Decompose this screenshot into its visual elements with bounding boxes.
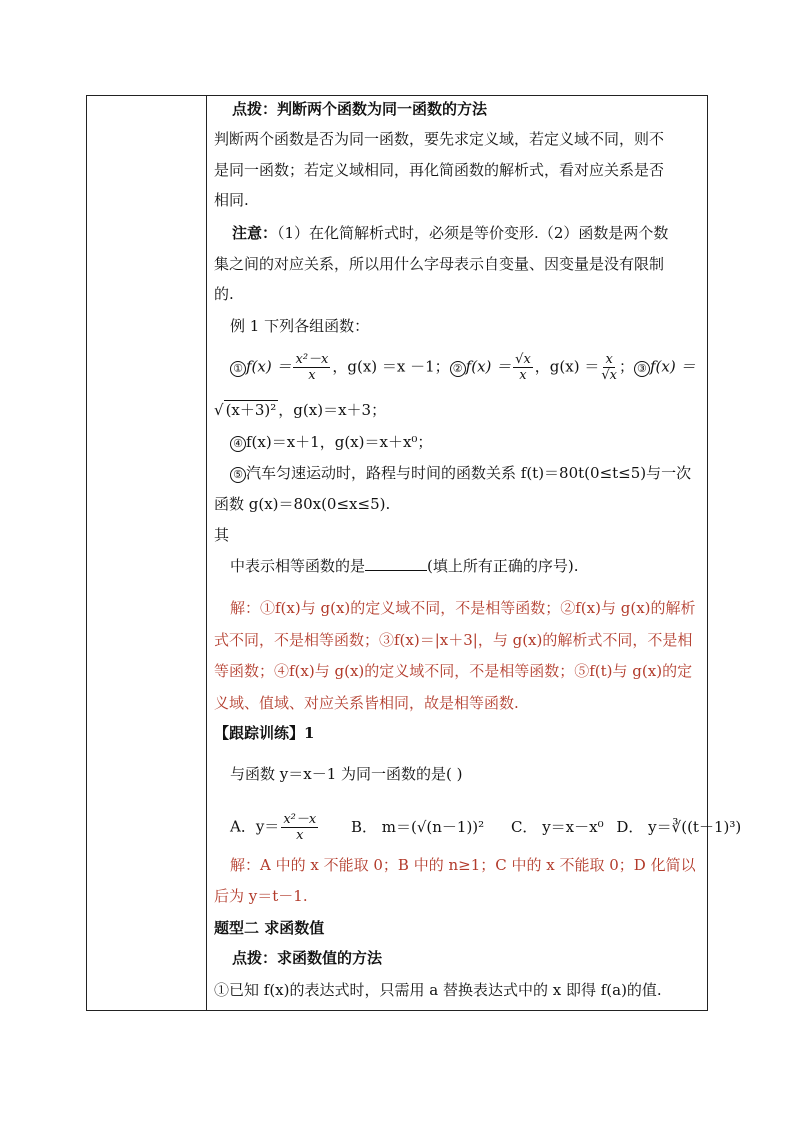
question [230, 556, 579, 576]
option-c: C． y＝x－x⁰ [510, 817, 604, 836]
line5a: 汽车匀速运动时，路程与时间的函数关系 f(t)＝80t(0≤t≤5)与一次 [246, 464, 692, 482]
circle-5: ⑤ [230, 467, 246, 483]
practice-solution-line2: 后为 y＝t－1. [214, 887, 308, 905]
note-text: （1）在化简解析式时，必须是等价变形.（2）函数是两个数 [277, 224, 669, 242]
frac-den: x [519, 368, 527, 383]
circle-2: ② [450, 361, 466, 377]
circle-3: ③ [634, 361, 650, 377]
para1-line1: 判断两个函数是否为同一函数，要先求定义域，若定义域不同，则不 [214, 130, 665, 148]
practice-solution-line1: 解：A 中的 x 不能取 0；B 中的 n≥1；C 中的 x 不能取 0；D 化简以 [230, 856, 696, 874]
frac-den: √x [601, 368, 617, 383]
last-line: ①已知 f(x)的表达式时，只需用 a 替换表达式中的 x 即得 f(a)的值. [214, 981, 662, 999]
example-item-4 [230, 432, 432, 452]
solution-line4: 义域、值域、对应关系皆相同，故是相等函数. [214, 694, 519, 712]
circle-1: ① [230, 361, 246, 377]
para1-line2: 是同一函数；若定义域相同，再化简函数的解析式，看对应关系是否 [214, 161, 665, 179]
para1-line3: 相同. [214, 191, 249, 209]
solution-line2: 式不同，不是相等函数；③f(x)＝|x＋3|，与 g(x)的解析式不同，不是相 [214, 631, 693, 649]
g2: ，g(x) ＝ [534, 357, 600, 376]
frac-num: √x [515, 352, 531, 367]
frac-den: x [308, 368, 316, 383]
f3: f(x) ＝ [649, 357, 696, 376]
note-line3: 的. [214, 285, 234, 303]
fraction-3 [601, 352, 617, 383]
f2: f(x) ＝ [465, 357, 512, 376]
example-item-5b: 函数 g(x)＝80x(0≤x≤5). [214, 495, 391, 513]
option-d: D． y＝∛((t－1)³) [616, 817, 742, 836]
frac-num: x²－x [283, 812, 317, 827]
fraction-2 [513, 352, 533, 383]
practice-question: 与函数 y＝x－1 为同一函数的是( ) [230, 765, 463, 783]
question-text: 中表示相等函数的是 [230, 557, 366, 575]
option-a-fraction [281, 812, 318, 843]
semicolon: ； [618, 357, 634, 376]
circle-4: ④ [230, 436, 246, 452]
example-title: 例 1 下列各组函数： [230, 317, 370, 335]
tip-heading-2: 点拨：求函数值的方法 [232, 949, 383, 967]
note-line2: 集之间的对应关系，所以用什么字母表示自变量、因变量是没有限制 [214, 255, 665, 273]
fraction-1 [293, 352, 330, 383]
frac-num: x²－x [295, 352, 329, 367]
column-divider [206, 95, 207, 1011]
line4: f(x)＝x＋1，g(x)＝x＋x⁰； [246, 433, 433, 451]
g1: ，g(x) ＝x －1； [332, 357, 450, 376]
options-row [230, 812, 741, 843]
solution-line1: 解：①f(x)与 g(x)的定义域不同，不是相等函数；②f(x)与 g(x)的解析 [230, 599, 696, 617]
option-a-label: A．y＝ [230, 817, 280, 836]
line3b: ，g(x)＝x＋3； [278, 401, 387, 419]
frac-den: x [296, 828, 304, 843]
note-label: 注意： [232, 224, 278, 242]
practice-title: 【跟踪训练】1 [214, 724, 315, 742]
example-item-5 [230, 463, 691, 483]
question-end: (填上所有正确的序号). [427, 557, 579, 575]
f-label: f(x) ＝ [246, 357, 292, 376]
type2-heading: 题型二 求函数值 [214, 919, 325, 937]
example-item-1-3 [230, 352, 695, 383]
qi: 其 [214, 526, 230, 544]
example-item-3b: √ (x＋3)² ，g(x)＝x＋3； [214, 401, 387, 419]
tip-heading: 点拨：判断两个函数为同一函数的方法 [232, 100, 488, 118]
answer-blank [365, 556, 427, 571]
frac-num: x [605, 352, 613, 367]
sqrt-content: (x＋3)² [225, 401, 277, 419]
solution-line3: 等函数；④f(x)与 g(x)的定义域不同，不是相等函数；⑤f(t)与 g(x)的定 [214, 662, 693, 680]
note-line1 [232, 223, 668, 243]
option-b: B． m＝(√(n－1))² [350, 817, 485, 836]
